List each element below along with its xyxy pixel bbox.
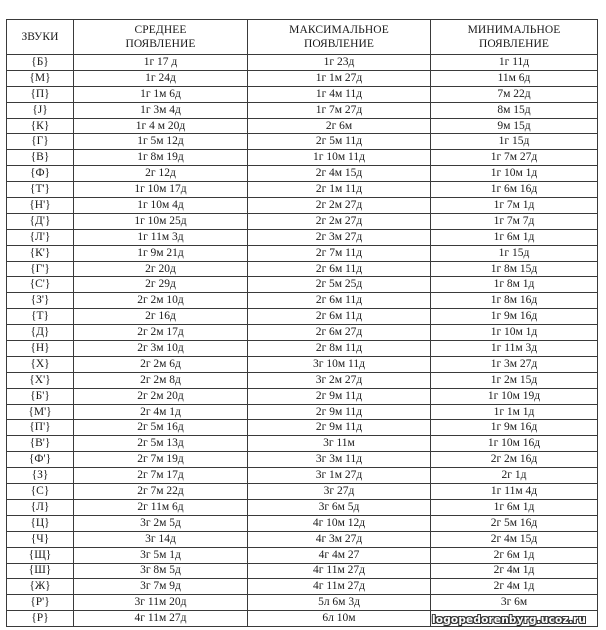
minimum-cell: 1г 10м 1д	[431, 325, 598, 341]
sound-acquisition-table	[6, 19, 598, 627]
average-cell: 1г 5м 12д	[74, 134, 248, 150]
sound-cell: {Г'}	[7, 261, 74, 277]
header-row	[7, 20, 598, 55]
maximum-cell: 4г 10м 12д	[248, 515, 431, 531]
sound-cell: {Д'}	[7, 213, 74, 229]
table-row	[7, 166, 598, 182]
minimum-cell: 11м 6д	[431, 70, 598, 86]
maximum-cell: 2г 6м 11д	[248, 293, 431, 309]
table-row	[7, 436, 598, 452]
average-cell: 2г 7м 22д	[74, 484, 248, 500]
maximum-cell: 2г 9м 11д	[248, 420, 431, 436]
maximum-cell: 4г 3м 27д	[248, 531, 431, 547]
maximum-cell: 2г 5м 25д	[248, 277, 431, 293]
average-cell: 2г 5м 16д	[74, 420, 248, 436]
minimum-cell: 1г 1м 1д	[431, 404, 598, 420]
sound-cell: {Г}	[7, 134, 74, 150]
sound-cell: {С}	[7, 484, 74, 500]
average-cell: 1г 10м 4д	[74, 198, 248, 214]
minimum-cell: 1г 6м 16д	[431, 182, 598, 198]
table-body	[7, 55, 598, 627]
table-row	[7, 484, 598, 500]
table-row	[7, 86, 598, 102]
table-row	[7, 150, 598, 166]
table-row	[7, 404, 598, 420]
average-cell: 1г 10м 17д	[74, 182, 248, 198]
average-cell: 2г 11м 6д	[74, 499, 248, 515]
maximum-cell: 2г 7м 11д	[248, 245, 431, 261]
minimum-cell: 1г 10м 19д	[431, 388, 598, 404]
minimum-cell: 2г 5м 16д	[431, 515, 598, 531]
average-cell: 2г 2м 6д	[74, 356, 248, 372]
sound-cell: {Д}	[7, 325, 74, 341]
table-row	[7, 102, 598, 118]
table-row	[7, 229, 598, 245]
sound-cell: {К'}	[7, 245, 74, 261]
average-cell: 3г 5м 1д	[74, 547, 248, 563]
average-cell: 3г 2м 5д	[74, 515, 248, 531]
maximum-cell: 2г 9м 11д	[248, 388, 431, 404]
maximum-cell: 2г 4м 15д	[248, 166, 431, 182]
maximum-cell: 2г 3м 27д	[248, 229, 431, 245]
average-cell: 2г 7м 17д	[74, 468, 248, 484]
table-row	[7, 452, 598, 468]
average-cell: 2г 29д	[74, 277, 248, 293]
maximum-cell: 5л 6м 3д	[248, 595, 431, 611]
maximum-cell: 6л 10м	[248, 611, 431, 627]
maximum-cell: 1г 7м 27д	[248, 102, 431, 118]
maximum-cell: 2г 8м 11д	[248, 341, 431, 357]
average-cell: 3г 8м 5д	[74, 563, 248, 579]
sound-cell: {Х}	[7, 356, 74, 372]
table-row	[7, 468, 598, 484]
sound-cell: {П'}	[7, 420, 74, 436]
minimum-cell: 2г 4м 15д	[431, 531, 598, 547]
maximum-cell: 1г 1м 27д	[248, 70, 431, 86]
minimum-cell: 1г 8м 16д	[431, 293, 598, 309]
table-row	[7, 388, 598, 404]
maximum-cell: 4г 4м 27	[248, 547, 431, 563]
maximum-cell: 1г 4м 11д	[248, 86, 431, 102]
minimum-cell: 1г 6м 1д	[431, 499, 598, 515]
table-row	[7, 182, 598, 198]
minimum-cell: 1г 2м 15д	[431, 372, 598, 388]
sound-cell: {Ф'}	[7, 452, 74, 468]
minimum-cell: 7м 22д	[431, 86, 598, 102]
header-maximum-appearance: МАКСИМАЛЬНОЕ ПОЯВЛЕНИЕ	[248, 20, 431, 55]
table-row	[7, 579, 598, 595]
average-cell: 1г 9м 21д	[74, 245, 248, 261]
sound-cell: {Т'}	[7, 182, 74, 198]
sound-cell: {З}	[7, 468, 74, 484]
sound-cell: {Н'}	[7, 198, 74, 214]
minimum-cell: 2г 6м 1д	[431, 547, 598, 563]
table-row	[7, 515, 598, 531]
minimum-cell: 9м 15д	[431, 118, 598, 134]
maximum-cell: 4г 11м 27д	[248, 579, 431, 595]
maximum-cell: 2г 6м 11д	[248, 261, 431, 277]
minimum-cell: 8м 15д	[431, 102, 598, 118]
table-row	[7, 55, 598, 71]
table-row	[7, 213, 598, 229]
sound-cell: {Р}	[7, 611, 74, 627]
sound-cell: {М'}	[7, 404, 74, 420]
average-cell: 4г 11м 27д	[74, 611, 248, 627]
maximum-cell: 3г 27д	[248, 484, 431, 500]
average-cell: 1г 24д	[74, 70, 248, 86]
sound-cell: {Ш}	[7, 563, 74, 579]
minimum-cell: 1г 7м 1д	[431, 198, 598, 214]
maximum-cell: 3г 10м 11д	[248, 356, 431, 372]
average-cell: 1г 4 м 20д	[74, 118, 248, 134]
minimum-cell: 1г 7м 27д	[431, 150, 598, 166]
minimum-cell: 3г 6м	[431, 595, 598, 611]
table-row	[7, 309, 598, 325]
average-cell: 3г 14д	[74, 531, 248, 547]
average-cell: 1г 10м 25д	[74, 213, 248, 229]
average-cell: 2г 3м 10д	[74, 341, 248, 357]
table-row	[7, 356, 598, 372]
minimum-cell: 1г 9м 16д	[431, 309, 598, 325]
maximum-cell: 2г 2м 27д	[248, 198, 431, 214]
average-cell: 1г 8м 19д	[74, 150, 248, 166]
sound-cell: {Х'}	[7, 372, 74, 388]
average-cell: 2г 20д	[74, 261, 248, 277]
average-cell: 2г 4м 1д	[74, 404, 248, 420]
average-cell: 1г 3м 4д	[74, 102, 248, 118]
table-row	[7, 118, 598, 134]
maximum-cell: 3г 2м 27д	[248, 372, 431, 388]
table-row	[7, 198, 598, 214]
table-row	[7, 341, 598, 357]
table-row	[7, 531, 598, 547]
sound-cell: {З'}	[7, 293, 74, 309]
sound-cell: {Н}	[7, 341, 74, 357]
sound-cell: {Б}	[7, 55, 74, 71]
sound-cell: {Ж}	[7, 579, 74, 595]
sound-cell: {J}	[7, 102, 74, 118]
sound-cell: {Ф}	[7, 166, 74, 182]
maximum-cell: 1г 23д	[248, 55, 431, 71]
average-cell: 2г 2м 20д	[74, 388, 248, 404]
table-row	[7, 563, 598, 579]
average-cell: 2г 12д	[74, 166, 248, 182]
table-row	[7, 499, 598, 515]
maximum-cell: 3г 6м 5д	[248, 499, 431, 515]
maximum-cell: 3г 11м	[248, 436, 431, 452]
maximum-cell: 4г 11м 27д	[248, 563, 431, 579]
table-row	[7, 547, 598, 563]
minimum-cell: 1г 8м 15д	[431, 261, 598, 277]
minimum-cell: 1г 10м 1д	[431, 166, 598, 182]
minimum-cell: 1г 10м 16д	[431, 436, 598, 452]
sound-cell: {М}	[7, 70, 74, 86]
maximum-cell: 3г 1м 27д	[248, 468, 431, 484]
sound-cell: {В}	[7, 150, 74, 166]
average-cell: 2г 7м 19д	[74, 452, 248, 468]
sound-cell: {Р'}	[7, 595, 74, 611]
minimum-cell: 1г 9м 16д	[431, 420, 598, 436]
table-row	[7, 420, 598, 436]
maximum-cell: 1г 10м 11д	[248, 150, 431, 166]
sound-cell: {Л'}	[7, 229, 74, 245]
sound-cell: {С'}	[7, 277, 74, 293]
minimum-cell: 1г 11д	[431, 55, 598, 71]
maximum-cell: 2г 6м	[248, 118, 431, 134]
table-header	[7, 20, 598, 55]
sound-cell: {Б'}	[7, 388, 74, 404]
minimum-cell: 1г 11м 4д	[431, 484, 598, 500]
table-row	[7, 70, 598, 86]
maximum-cell: 2г 5м 11д	[248, 134, 431, 150]
table-row	[7, 261, 598, 277]
sound-acquisition-table-sheet	[6, 19, 597, 627]
sound-cell: {Ч}	[7, 531, 74, 547]
minimum-cell: 1г 15д	[431, 134, 598, 150]
average-cell: 2г 16д	[74, 309, 248, 325]
table-row	[7, 134, 598, 150]
minimum-cell: 2г 4м 1д	[431, 579, 598, 595]
minimum-cell: 2г 2м 16д	[431, 452, 598, 468]
average-cell: 2г 5м 13д	[74, 436, 248, 452]
minimum-cell: 1г 8м 1д	[431, 277, 598, 293]
average-cell: 3г 7м 9д	[74, 579, 248, 595]
table-row	[7, 277, 598, 293]
sound-cell: {Т}	[7, 309, 74, 325]
average-cell: 2г 2м 8д	[74, 372, 248, 388]
minimum-cell: 2г 1д	[431, 468, 598, 484]
sound-cell: {К}	[7, 118, 74, 134]
average-cell: 1г 11м 3д	[74, 229, 248, 245]
minimum-cell: 1г 15д	[431, 245, 598, 261]
maximum-cell: 2г 1м 11д	[248, 182, 431, 198]
average-cell: 1г 17 д	[74, 55, 248, 71]
header-minimum-appearance: МИНИМАЛЬНОЕ ПОЯВЛЕНИЕ	[431, 20, 598, 55]
table-row	[7, 245, 598, 261]
sound-cell: {В'}	[7, 436, 74, 452]
average-cell: 1г 1м 6д	[74, 86, 248, 102]
table-row	[7, 372, 598, 388]
sound-cell: {П}	[7, 86, 74, 102]
table-row	[7, 595, 598, 611]
sound-cell: {Л}	[7, 499, 74, 515]
header-sounds: ЗВУКИ	[7, 20, 74, 55]
watermark: logopedorenbyrg.ucoz.ru	[432, 614, 586, 626]
header-average-appearance: СРЕДНЕЕ ПОЯВЛЕНИЕ	[74, 20, 248, 55]
average-cell: 3г 11м 20д	[74, 595, 248, 611]
sound-cell: {Ц}	[7, 515, 74, 531]
minimum-cell: 1г 3м 27д	[431, 356, 598, 372]
average-cell: 2г 2м 17д	[74, 325, 248, 341]
maximum-cell: 3г 3м 11д	[248, 452, 431, 468]
sound-cell: {Щ}	[7, 547, 74, 563]
maximum-cell: 2г 2м 27д	[248, 213, 431, 229]
maximum-cell: 2г 9м 11д	[248, 404, 431, 420]
minimum-cell: 1г 7м 7д	[431, 213, 598, 229]
minimum-cell: 1г 6м 1д	[431, 229, 598, 245]
table-row	[7, 325, 598, 341]
maximum-cell: 2г 6м 27д	[248, 325, 431, 341]
minimum-cell: 1г 11м 3д	[431, 341, 598, 357]
average-cell: 2г 2м 10д	[74, 293, 248, 309]
minimum-cell: 2г 4м 1д	[431, 563, 598, 579]
maximum-cell: 2г 6м 11д	[248, 309, 431, 325]
table-row	[7, 293, 598, 309]
